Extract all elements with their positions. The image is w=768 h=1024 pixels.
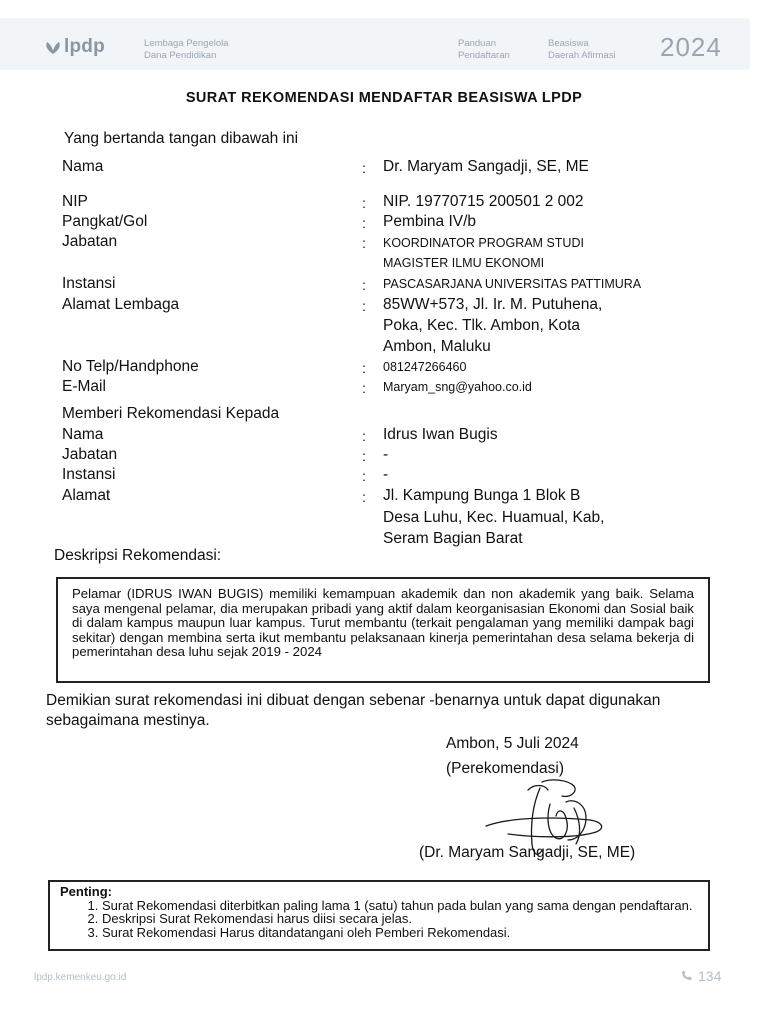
important-notes — [48, 880, 710, 951]
lpdp-leaf-icon — [44, 39, 62, 55]
lpdp-logo — [44, 36, 105, 58]
recipient-heading: Memberi Rekomendasi Kepada — [62, 405, 280, 422]
header-year: 2024 — [660, 32, 722, 62]
address-label: Alamat Lembaga — [62, 296, 180, 313]
email-label: E-Mail — [62, 378, 106, 395]
address-line-3: Ambon, Maluku — [383, 338, 491, 355]
rank-label: Pangkat/Gol — [62, 213, 148, 230]
page-title: SURAT REKOMENDASI MENDAFTAR BEASISWA LPDP — [185, 90, 583, 106]
place-date: Ambon, 5 Juli 2024 — [446, 735, 579, 752]
closing-statement: Demikian surat rekomendasi ini dibuat dengan sebenar -benarnya untuk dapat digunakan sebagaimana mestinya. — [46, 692, 661, 729]
logo-text: lpdp — [64, 36, 105, 57]
recipient-address-line-3: Seram Bagian Barat — [383, 530, 523, 547]
phone-label: No Telp/Handphone — [62, 358, 199, 375]
separator: : — [362, 489, 366, 505]
header-band — [0, 18, 750, 70]
recipient-position-label: Jabatan — [62, 446, 118, 463]
page-number: 134 — [680, 968, 721, 984]
separator: : — [362, 360, 366, 376]
notes-list — [60, 899, 698, 940]
separator: : — [362, 235, 366, 251]
position-line-1: KOORDINATOR PROGRAM STUDI — [383, 236, 584, 250]
recipient-name-label: Nama — [62, 426, 104, 443]
institution-value: PASCASARJANA UNIVERSITAS PATTIMURA — [383, 277, 642, 291]
phone-value: 081247266460 — [383, 360, 467, 374]
separator: : — [362, 428, 366, 444]
signer-name: (Dr. Maryam Sangadji, SE, ME) — [419, 844, 636, 861]
recipient-institution: - — [383, 466, 389, 483]
separator: : — [362, 448, 366, 464]
recipient-position: - — [383, 446, 389, 463]
footer-url: lpdp.kemenkeu.go.id — [34, 972, 127, 983]
recipient-institution-label: Instansi — [62, 466, 116, 483]
note-item: 3. Surat Rekomendasi Harus ditandatangani oleh Pemberi Rekomendasi. — [102, 926, 698, 940]
separator: : — [362, 298, 366, 314]
rank-value: Pembina IV/b — [383, 213, 477, 230]
institution-label: Instansi — [62, 275, 116, 292]
signer-role: (Perekomendasi) — [446, 760, 565, 777]
notes-title: Penting: — [60, 884, 112, 899]
recipient-address-line-2: Desa Luhu, Kec. Huamual, Kab, — [383, 509, 605, 526]
separator: : — [362, 195, 366, 211]
position-line-2: MAGISTER ILMU EKONOMI — [383, 256, 545, 270]
recommender-name: Dr. Maryam Sangadji, SE, ME — [383, 158, 589, 175]
recipient-address-label: Alamat — [62, 487, 111, 504]
org-name: Lembaga Pengelola Dana Pendidikan — [144, 38, 229, 61]
recipient-address-line-1: Jl. Kampung Bunga 1 Blok B — [383, 487, 581, 504]
nip-label: NIP — [62, 193, 88, 210]
description-box: Pelamar (IDRUS IWAN BUGIS) memiliki kemampuan akademik dan non akademik yang baik. Selama saya mengenal pelamar, dia merupakan pribadi yang aktif dalam keorganisasian Ekonomi dan Sosial baik di dalam kampus maupun luar kampus. Turut membantu (terkait pengalaman yang memiliki dampak bagi sekitar) dengan membina serta ikut membantu pelaksanaan kinerja pemerintahan desa selama bekerja di pemerintahan desa luhu sejak 2019 - 2024 — [56, 577, 710, 683]
description-label: Deskripsi Rekomendasi: — [54, 547, 222, 564]
separator: : — [362, 277, 366, 293]
address-line-2: Poka, Kec. Tlk. Ambon, Kota — [383, 317, 581, 334]
note-item: 1. Surat Rekomendasi diterbitkan paling lama 1 (satu) tahun pada bulan yang sama dengan pendaftaran. — [102, 899, 698, 913]
recommender-name-label: Nama — [62, 158, 104, 175]
note-item: 2. Deskripsi Surat Rekomendasi harus diisi secara jelas. — [102, 912, 698, 926]
separator: : — [362, 468, 366, 484]
separator: : — [362, 380, 366, 396]
intro-text: Yang bertanda tangan dibawah ini — [64, 130, 299, 147]
phone-icon — [680, 970, 694, 982]
position-label: Jabatan — [62, 233, 118, 250]
address-line-1: 85WW+573, Jl. Ir. M. Putuhena, — [383, 296, 603, 313]
recipient-name: Idrus Iwan Bugis — [383, 426, 498, 443]
nip-value: NIP. 19770715 200501 2 002 — [383, 193, 584, 210]
program-label: Beasiswa Daerah Afirmasi — [548, 38, 616, 61]
guide-label: Panduan Pendaftaran — [458, 38, 510, 61]
email-value: Maryam_sng@yahoo.co.id — [383, 380, 532, 394]
separator: : — [362, 160, 366, 176]
separator: : — [362, 215, 366, 231]
